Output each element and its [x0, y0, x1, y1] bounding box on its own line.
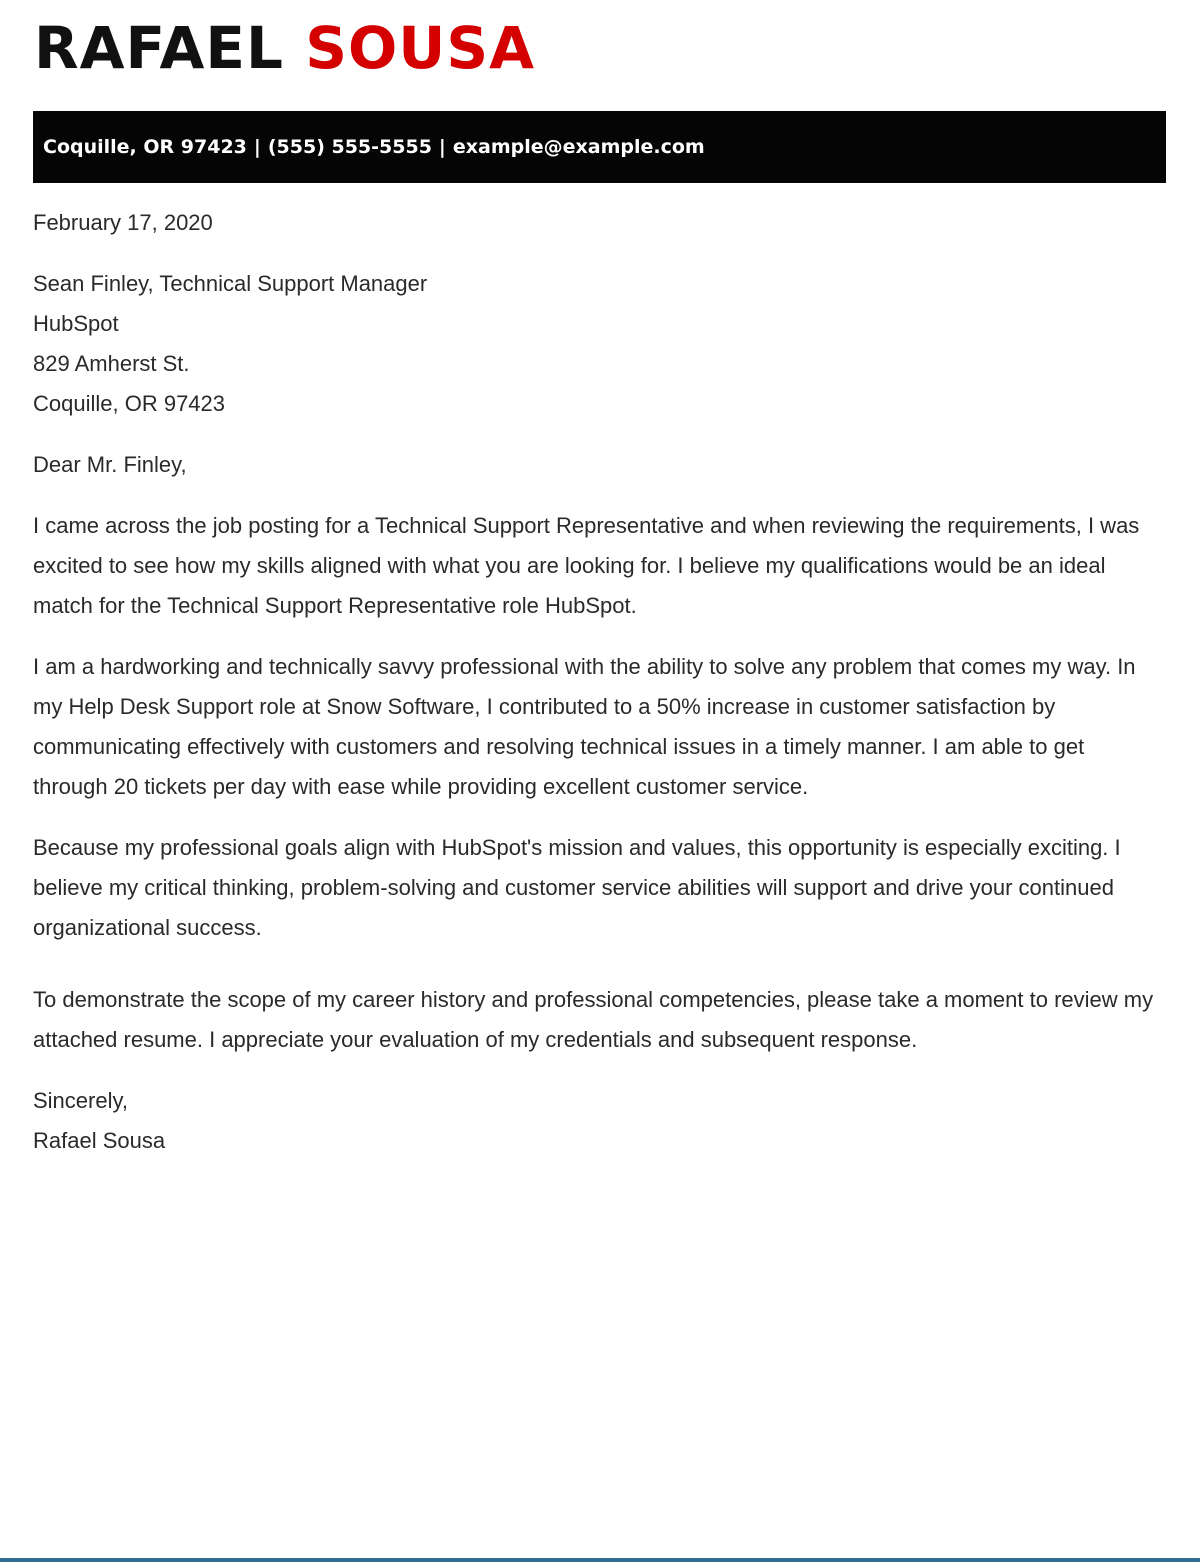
letter-date: February 17, 2020	[33, 210, 213, 235]
paragraph-experience: I am a hardworking and technically savvy professional with the ability to solve any problem that comes my way. In my Help Desk Support role at Snow Software, I contributed to a 50% increase in customer satisfaction by communicating effectively with customers and resolving technical issues in a timely manner. I am able to get through 20 tickets per day with ease while providing excellent customer service.	[33, 654, 1136, 799]
last-name: SOUSA	[305, 14, 536, 82]
letter-body	[33, 203, 1163, 1161]
recipient-company: HubSpot	[33, 311, 119, 336]
contact-separator: |	[438, 136, 446, 158]
page-title	[34, 14, 535, 82]
page-bottom-edge	[0, 1558, 1200, 1562]
signature-name: Rafael Sousa	[33, 1128, 166, 1153]
contact-email: example@example.com	[452, 136, 705, 158]
recipient-street: 829 Amherst St.	[33, 351, 190, 376]
paragraph-intro: I came across the job posting for a Technical Support Representative and when reviewing the requirements, I was excited to see how my skills aligned with what you are looking for. I believe my qualifications would be an ideal match for the Technical Support Representative role HubSpot.	[33, 513, 1140, 618]
contact-separator: |	[253, 136, 261, 158]
salutation: Dear Mr. Finley,	[33, 452, 187, 477]
paragraph-motivation: Because my professional goals align with HubSpot's mission and values, this opportunity is especially exciting. I believe my critical thinking, problem-solving and customer service abilities will support and drive your continued organizational success.	[33, 835, 1121, 940]
contact-bar	[33, 111, 1166, 183]
paragraph-closing: To demonstrate the scope of my career history and professional competencies, please take a moment to review my attached resume. I appreciate your evaluation of my credentials and subsequent response.	[33, 987, 1154, 1052]
first-name: RAFAEL	[34, 14, 284, 82]
recipient-name-title: Sean Finley, Technical Support Manager	[33, 271, 428, 296]
contact-location: Coquille, OR 97423	[43, 136, 247, 158]
recipient-city-state-zip: Coquille, OR 97423	[33, 391, 226, 416]
contact-phone: (555) 555-5555	[267, 136, 432, 158]
closing: Sincerely,	[33, 1088, 128, 1113]
